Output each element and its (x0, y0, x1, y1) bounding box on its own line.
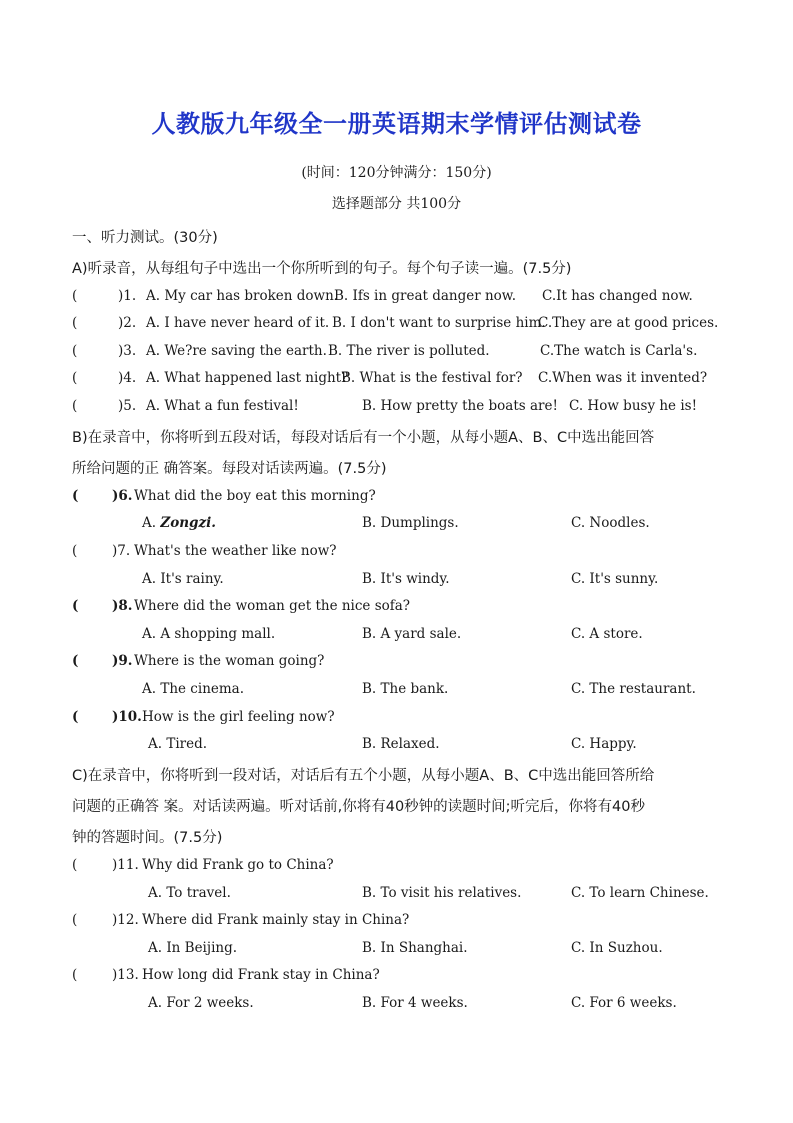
option-c: C. In Suzhou. (571, 940, 663, 956)
question-row (72, 912, 732, 932)
option-c: C. To learn Chinese. (571, 885, 709, 901)
option-b: B. How pretty the boats are! (362, 398, 558, 414)
part-line: 选择题部分 共100分 (331, 196, 462, 212)
question-row (72, 370, 732, 390)
option-c: C.They are at good prices. (538, 315, 719, 331)
option-a: A. It's rainy. (142, 571, 224, 587)
answer-paren-open: ( (72, 598, 79, 614)
option-b: B. In Shanghai. (362, 940, 468, 956)
option-a: A. What happened last night? (146, 370, 349, 386)
option-c: C. For 6 weeks. (571, 995, 677, 1011)
option-b: B. To visit his relatives. (362, 885, 522, 901)
answer-paren-open: ( (72, 288, 78, 304)
question-number: )13. (112, 967, 139, 983)
answer-paren-open: ( (72, 967, 78, 983)
question-row (72, 543, 732, 563)
answer-paren-open: ( (72, 370, 78, 386)
question-text: How long did Frank stay in China? (142, 967, 380, 983)
part-b-instruction-line1: B)在录音中，你将听到五段对话，每段对话后有一个小题，从每小题A、B、C中选出能回答 (72, 430, 655, 446)
answer-paren-open: ( (72, 488, 79, 504)
option-a-italic-word: Zongzi. (160, 515, 216, 531)
question-number: )10. (112, 709, 142, 725)
option-c: C. The restaurant. (571, 681, 696, 697)
option-b: B. It's windy. (362, 571, 450, 587)
part-b-instruction-line2: 所给问题的正 确答案。每段对话读两遍。(7.5分) (72, 461, 387, 477)
option-b: B. I don't want to surprise him. (332, 315, 546, 331)
option-a: A. A shopping mall. (142, 626, 276, 642)
question-text: Why did Frank go to China? (142, 857, 334, 873)
question-row (72, 857, 732, 877)
question-text: Where did the woman get the nice sofa? (134, 598, 411, 614)
question-row (72, 343, 732, 363)
page-title: 人教版九年级全一册英语期末学情评估测试卷 (151, 110, 642, 138)
part-c-instruction-line1: C)在录音中，你将听到一段对话，对话后有五个小题，从每小题A、B、C中选出能回答所给 (72, 768, 655, 784)
question-number: )5. (118, 398, 137, 414)
option-b: B. The bank. (362, 681, 449, 697)
question-text: Where did Frank mainly stay in China? (142, 912, 410, 928)
option-a: A. To travel. (148, 885, 231, 901)
option-c: C. Noodles. (571, 515, 650, 531)
question-number: )4. (118, 370, 137, 386)
question-row (72, 709, 732, 729)
question-text: What did the boy eat this morning? (134, 488, 376, 504)
question-text: What's the weather like now? (134, 543, 337, 559)
answer-paren-open: ( (72, 543, 78, 559)
option-a: A. Zongzi. (142, 515, 216, 531)
question-row (72, 653, 732, 673)
answer-paren-open: ( (72, 912, 78, 928)
question-number: )11. (112, 857, 139, 873)
question-row (72, 598, 732, 618)
question-number: )9. (112, 653, 133, 669)
section-listening-heading: 一、听力测试。(30分) (72, 230, 218, 246)
option-a: A. What a fun festival! (146, 398, 299, 414)
answer-paren-open: ( (72, 398, 78, 414)
option-b: B. Relaxed. (362, 736, 440, 752)
answer-paren-open: ( (72, 709, 79, 725)
option-c: C.The watch is Carla's. (540, 343, 698, 359)
question-text: Where is the woman going? (134, 653, 325, 669)
option-b: B. A yard sale. (362, 626, 462, 642)
question-row (72, 288, 732, 308)
question-number: )8. (112, 598, 133, 614)
option-c: C. It's sunny. (571, 571, 659, 587)
question-row (72, 398, 732, 418)
option-a: A. My car has broken down. (146, 288, 339, 304)
question-number: )12. (112, 912, 139, 928)
question-text: How is the girl feeling now? (142, 709, 335, 725)
question-row (72, 488, 732, 508)
option-a: A. Tired. (148, 736, 208, 752)
answer-paren-open: ( (72, 315, 78, 331)
part-c-instruction-line3: 钟的答题时间。(7.5分) (72, 830, 223, 846)
question-row (72, 315, 732, 335)
option-c: C. How busy he is! (569, 398, 698, 414)
question-number: )2. (118, 315, 137, 331)
option-c: C.When was it invented? (538, 370, 708, 386)
option-c: C.It has changed now. (542, 288, 693, 304)
option-b: B. Dumplings. (362, 515, 459, 531)
question-number: )6. (112, 488, 133, 504)
question-number: )1. (118, 288, 137, 304)
option-c: C. A store. (571, 626, 643, 642)
part-a-instruction: A)听录音，从每组句子中选出一个你所听到的句子。每个句子读一遍。(7.5分) (72, 261, 572, 277)
question-number: )7. (112, 543, 131, 559)
time-line: (时间：120分钟满分：150分) (301, 165, 492, 181)
option-b: B. Ifs in great danger now. (334, 288, 517, 304)
answer-paren-open: ( (72, 343, 78, 359)
option-a: A. For 2 weeks. (148, 995, 254, 1011)
answer-paren-open: ( (72, 653, 79, 669)
option-b: B. For 4 weeks. (362, 995, 468, 1011)
answer-paren-open: ( (72, 857, 78, 873)
option-b: B. What is the festival for? (341, 370, 523, 386)
question-number: )3. (118, 343, 137, 359)
option-a: A. I have never heard of it. (146, 315, 330, 331)
option-a: A. We?re saving the earth. (146, 343, 327, 359)
option-a: A. In Beijing. (148, 940, 238, 956)
part-c-instruction-line2: 问题的正确答 案。对话读两遍。听对话前,你将有40秒钟的读题时间;听完后，你将有40秒 (72, 799, 646, 815)
option-b: B. The river is polluted. (328, 343, 490, 359)
question-row (72, 967, 732, 987)
option-c: C. Happy. (571, 736, 637, 752)
option-a: A. The cinema. (142, 681, 245, 697)
